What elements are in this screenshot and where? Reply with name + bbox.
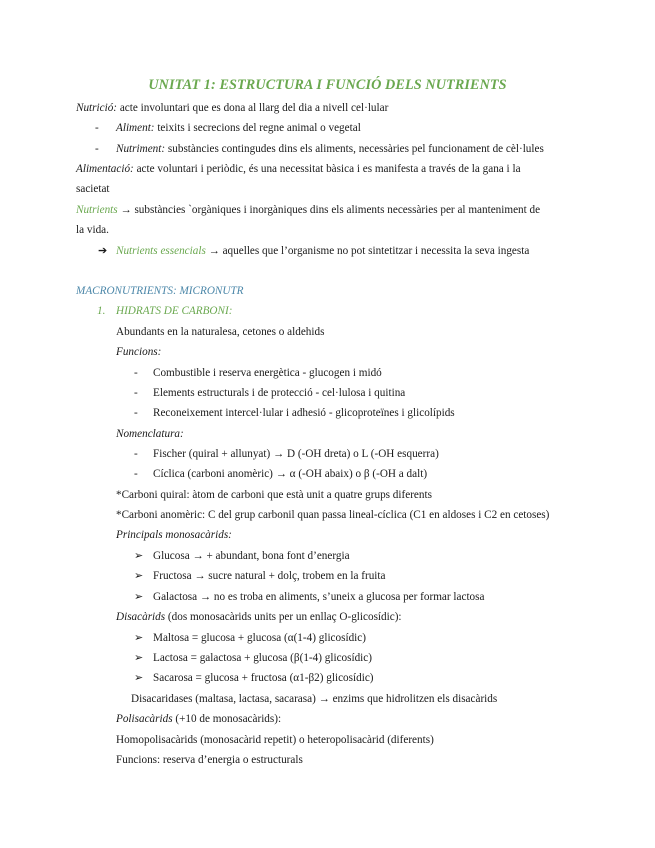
heading-funcions: Funcions: — [116, 346, 162, 358]
triangle-bullet-icon: ➢ — [134, 672, 144, 684]
dash-bullet: - — [134, 407, 138, 419]
dash-bullet: - — [134, 387, 138, 399]
paragraph-funcions-polisacarids: Funcions: reserva d’energia o estructurals — [116, 754, 303, 766]
heading-disacarids — [116, 610, 402, 624]
definition-nutrients — [76, 203, 540, 217]
list-item-funcio-2: Elements estructurals i de protecció - cel·lulosa i quitina — [153, 387, 406, 399]
term-disacarids: Disacàrids — [116, 611, 166, 623]
paragraph-disacaridases: Disacaridases (maltasa, lactasa, sacarasa) → enzims que hidrolitzen els disacàrids — [131, 693, 498, 705]
definition-nutriment — [116, 142, 544, 156]
dash-bullet: - — [95, 143, 99, 155]
list-number: 1. — [97, 305, 106, 317]
list-item-sacarosa: Sacarosa = glucosa + fructosa (α1-β2) glicosídic) — [153, 672, 374, 684]
def-aliment: teixits i secrecions del regne animal o vegetal — [154, 122, 361, 134]
definition-essencials — [116, 244, 529, 258]
term-aliment: Aliment: — [116, 122, 155, 134]
list-item-lactosa: Lactosa = galactosa + glucosa (β(1-4) glicosídic) — [153, 652, 372, 664]
triangle-bullet-icon: ➢ — [134, 591, 144, 603]
definition-alimentacio-cont: sacietat — [76, 183, 110, 195]
dash-bullet: - — [134, 448, 138, 460]
def-nutriment: substàncies contingudes dins els aliments, necessàries pel funcionament de cèl·lules — [165, 143, 544, 155]
paragraph-hc-intro: Abundants en la naturalesa, cetones o aldehids — [116, 326, 325, 338]
def-alimentacio: acte voluntari i periòdic, és una necessitat bàsica i es manifesta a través de la gana i la — [133, 163, 521, 175]
list-item-nomenclatura-2: Cíclica (carboni anomèric) → α (-OH abaix) o β (-OH a dalt) — [153, 468, 428, 480]
note-carboni-quiral: *Carboni quiral: àtom de carboni que està unit a quatre grups diferents — [116, 489, 432, 501]
list-item-galactosa: Galactosa → no es troba en aliments, s’uneix a glucosa per formar lactosa — [153, 591, 485, 603]
def-disacarids: (dos monosacàrids units per un enllaç O-glicosídic): — [165, 611, 402, 623]
dash-bullet: - — [134, 468, 138, 480]
triangle-bullet-icon: ➢ — [134, 570, 144, 582]
term-nutrients: Nutrients — [76, 204, 118, 216]
triangle-bullet-icon: ➢ — [134, 632, 144, 644]
def-nutricio: acte involuntari que es dona al llarg del dia a nivell cel·lular — [117, 102, 389, 114]
list-item-funcio-3: Reconeixement intercel·lular i adhesió - glicoproteïnes i glicolípids — [153, 407, 455, 419]
def-polisacarids: (+10 de monosacàrids): — [172, 713, 282, 725]
definition-alimentacio — [76, 162, 521, 176]
arrow-bullet-icon: ➔ — [98, 245, 108, 257]
dash-bullet: - — [95, 122, 99, 134]
definition-nutricio — [76, 101, 388, 115]
term-alimentacio: Alimentació: — [76, 163, 134, 175]
triangle-bullet-icon: ➢ — [134, 550, 144, 562]
term-polisacarids: Polisacàrids — [116, 713, 173, 725]
term-nutricio: Nutrició: — [76, 102, 118, 114]
page-title: UNITAT 1: ESTRUCTURA I FUNCIÓ DELS NUTRIENTS — [148, 77, 507, 93]
heading-polisacarids — [116, 712, 281, 726]
def-essencials: → aquelles que l’organisme no pot sintetitzar i necessita la seva ingesta — [205, 245, 530, 257]
definition-aliment — [116, 121, 361, 135]
paragraph-homopolisacarids: Homopolisacàrids (monosacàrid repetit) o heteropolisacàrid (diferents) — [116, 734, 434, 746]
definition-nutrients-cont: la vida. — [76, 224, 109, 236]
note-carboni-anomeric: *Carboni anomèric: C del grup carbonil quan passa lineal-cíclica (C1 en aldoses i C2 en cetoses) — [116, 509, 550, 521]
subsection-heading-hidrats: HIDRATS DE CARBONI: — [116, 305, 233, 317]
list-item-nomenclatura-1: Fischer (quiral + allunyat) → D (-OH dreta) o L (-OH esquerra) — [153, 448, 439, 460]
triangle-bullet-icon: ➢ — [134, 652, 144, 664]
heading-monosacarids: Principals monosacàrids: — [116, 529, 232, 541]
def-nutrients: → substàncies `orgàniques i inorgàniques dins els aliments necessàries per al manteniment de — [117, 204, 541, 216]
list-item-maltosa: Maltosa = glucosa + glucosa (α(1-4) glicosídic) — [153, 632, 366, 644]
list-item-funcio-1: Combustible i reserva energètica - glucogen i midó — [153, 367, 382, 379]
heading-nomenclatura: Nomenclatura: — [116, 428, 184, 440]
list-item-fructosa: Fructosa → sucre natural + dolç, trobem en la fruita — [153, 570, 386, 582]
list-item-glucosa: Glucosa → + abundant, bona font d’energia — [153, 550, 350, 562]
term-essencials: Nutrients essencials — [116, 245, 206, 257]
section-heading-macronutrients: MACRONUTRIENTS: MICRONUTR — [76, 285, 244, 297]
dash-bullet: - — [134, 367, 138, 379]
term-nutriment: Nutriment: — [116, 143, 166, 155]
